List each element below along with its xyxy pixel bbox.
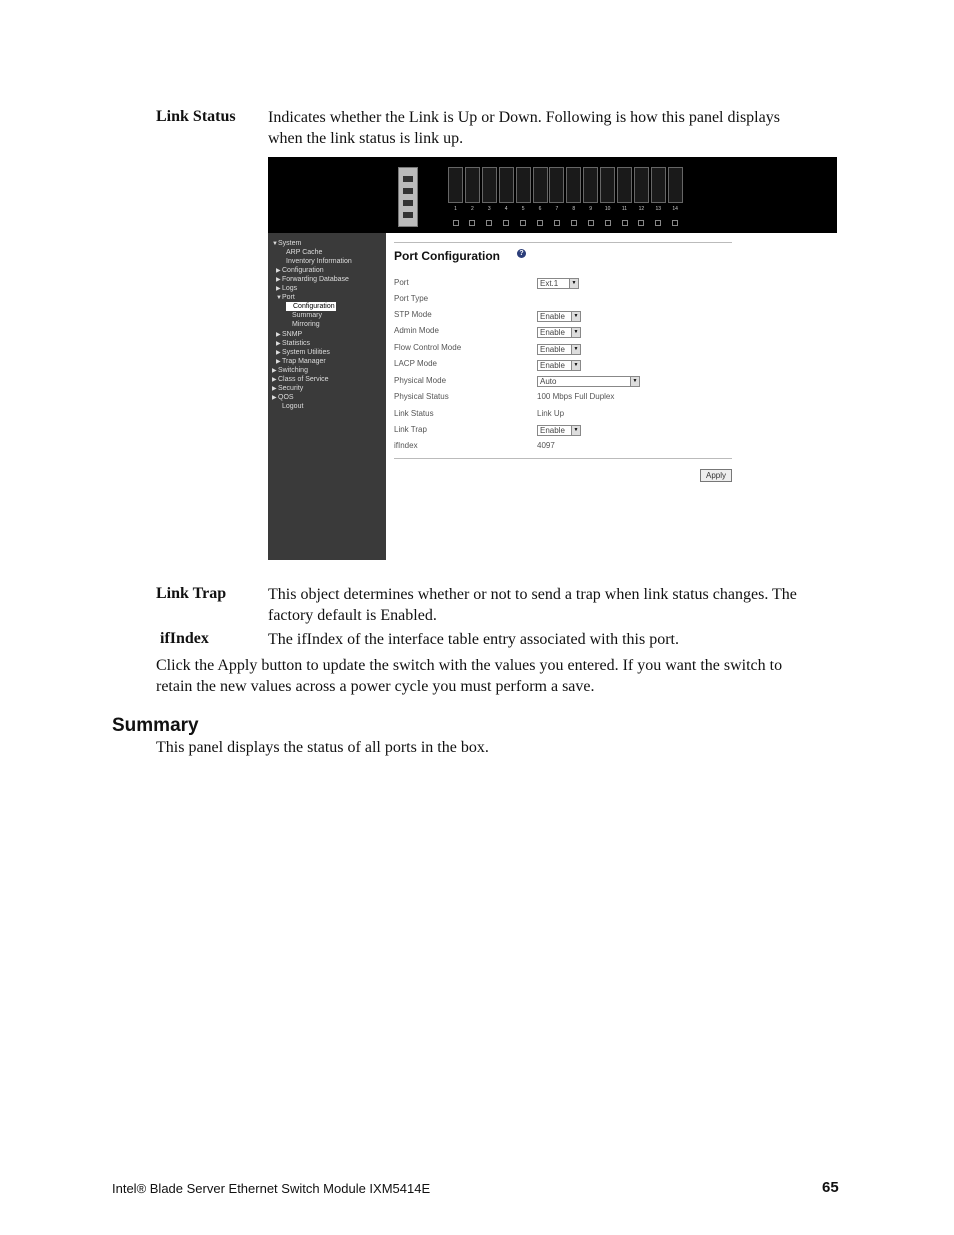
port-number: 6 <box>538 206 542 212</box>
port-select[interactable] <box>537 278 579 289</box>
port-led-icon <box>554 220 560 226</box>
nav-item-label: Summary <box>292 312 322 320</box>
caret-right-icon: ▶ <box>272 385 277 392</box>
section-heading-summary: Summary <box>112 715 199 736</box>
caret-right-icon: ▶ <box>272 367 277 374</box>
port-frame[interactable] <box>583 167 598 203</box>
nav-item-label: Configuration <box>293 303 335 311</box>
nav-item-label: Class of Service <box>278 375 329 383</box>
link-trap-value: Enable <box>540 426 565 435</box>
desc-line: This object determines whether or not to send a trap when link status changes. The <box>268 586 797 603</box>
caret-right-icon: ▶ <box>276 331 281 338</box>
nav-tree <box>268 233 386 560</box>
port-number: 14 <box>672 206 678 212</box>
nav-item[interactable] <box>280 248 322 257</box>
port-config-panel <box>386 233 837 560</box>
chevron-down-icon: ▼ <box>571 361 580 370</box>
nav-item-label: Configuration <box>282 267 324 275</box>
port-led-icon <box>537 220 543 226</box>
chevron-down-icon: ▼ <box>571 426 580 435</box>
physical-status-value: 100 Mbps Full Duplex <box>537 392 615 401</box>
port-frame[interactable] <box>668 167 683 203</box>
nav-item-label: Mirroring <box>292 321 320 329</box>
link-trap-label: Link Trap <box>394 425 427 434</box>
port-frame[interactable] <box>617 167 632 203</box>
physical-status-label: Physical Status <box>394 392 449 401</box>
caret-right-icon: ▶ <box>272 376 277 383</box>
port-frame[interactable] <box>482 167 497 203</box>
caret-right-icon: ▶ <box>276 286 281 293</box>
link-status-value: Link Up <box>537 409 565 418</box>
port-frame[interactable] <box>651 167 666 203</box>
footer-title: Intel® Blade Server Ethernet Switch Module IXM5414E <box>112 1181 431 1196</box>
paragraph-line: Click the Apply button to update the switch with the values you entered. If you want the switch to <box>156 657 783 674</box>
desc-line: factory default is Enabled. <box>268 607 437 624</box>
port-led-icon <box>672 220 678 226</box>
link-status-label: Link Status <box>394 409 434 418</box>
nav-item[interactable] <box>286 311 322 320</box>
caret-right-icon: ▶ <box>276 358 281 365</box>
desc-link-status <box>268 107 780 149</box>
term-link-status: Link Status <box>156 108 236 125</box>
caret-down-icon: ▼ <box>272 241 278 247</box>
desc-link-trap <box>268 584 797 626</box>
caret-right-icon: ▶ <box>276 277 281 284</box>
port-led-icon <box>520 220 526 226</box>
admin-mode-label: Admin Mode <box>394 326 439 335</box>
nav-item-label: Logout <box>282 402 304 410</box>
nav-item-label: Trap Manager <box>282 357 326 365</box>
term-ifindex: ifIndex <box>160 630 209 647</box>
link-trap-select[interactable] <box>537 425 581 436</box>
switch-unit-icon <box>398 167 418 227</box>
port-led-icon <box>453 220 459 226</box>
port-led-icon <box>638 220 644 226</box>
port-number: 12 <box>638 206 645 212</box>
port-led-icon <box>571 220 577 226</box>
port-number: 7 <box>555 206 559 212</box>
port-type-label: Port Type <box>394 294 429 303</box>
nav-item-label: System <box>278 240 302 247</box>
ifindex-label: ifIndex <box>394 441 418 450</box>
caret-down-icon: ▼ <box>276 295 282 302</box>
admin-mode-value: Enable <box>540 328 565 337</box>
nav-item-label: Port <box>282 294 295 302</box>
page-number: 65 <box>822 1179 839 1196</box>
flow-control-mode-value: Enable <box>540 345 565 354</box>
port-led-icon <box>655 220 661 226</box>
port-led-icon <box>605 220 611 226</box>
port-number: 13 <box>655 206 662 212</box>
port-led-icon <box>588 220 594 226</box>
port-configuration-screenshot <box>268 157 837 560</box>
nav-item-label: Statistics <box>282 339 311 347</box>
port-number: 2 <box>471 206 474 212</box>
nav-item-label: Inventory Information <box>286 258 352 266</box>
paragraph-line: retain the new values across a power cycle you must perform a save. <box>156 678 595 695</box>
chevron-down-icon: ▼ <box>571 312 580 321</box>
switch-front-panel <box>268 157 837 233</box>
port-frame[interactable] <box>549 167 564 203</box>
desc-line: when the link status is link up. <box>268 130 464 147</box>
port-number: 10 <box>604 206 611 212</box>
lacp-mode-label: LACP Mode <box>394 359 437 368</box>
port-led-icon <box>503 220 509 226</box>
chevron-down-icon: ▼ <box>571 328 580 337</box>
nav-item-label: Switching <box>278 366 308 374</box>
physical-mode-label: Physical Mode <box>394 376 447 385</box>
help-icon[interactable]: ? <box>517 249 526 258</box>
stp-mode-select[interactable] <box>537 311 581 322</box>
port-led-icon <box>469 220 475 226</box>
term-link-trap: Link Trap <box>156 585 227 602</box>
stp-mode-label: STP Mode <box>394 310 432 319</box>
nav-item[interactable] <box>286 302 336 311</box>
port-led-icon <box>622 220 628 226</box>
lacp-mode-select[interactable] <box>537 360 581 371</box>
lacp-mode-value: Enable <box>540 361 565 370</box>
nav-item-label: QOS <box>278 393 294 401</box>
port-number: 5 <box>521 206 525 212</box>
port-number: 4 <box>504 206 508 212</box>
port-select-value: Ext.1 <box>540 279 559 288</box>
nav-item-label: ARP Cache <box>286 249 323 257</box>
nav-item-label: Logs <box>282 285 298 293</box>
nav-item-label: System Utilities <box>282 348 330 356</box>
panel-title: Port Configuration <box>394 249 500 263</box>
port-frame[interactable] <box>499 167 514 203</box>
port-frame[interactable] <box>516 167 531 203</box>
summary-text: This panel displays the status of all ports in the box. <box>156 739 489 756</box>
physical-mode-select[interactable] <box>537 376 640 387</box>
port-number: 1 <box>454 206 457 212</box>
nav-item-label: Security <box>278 384 304 392</box>
port-frame[interactable] <box>566 167 581 203</box>
flow-control-mode-label: Flow Control Mode <box>394 343 462 352</box>
caret-right-icon: ▶ <box>276 349 281 356</box>
port-led-icon <box>486 220 492 226</box>
stp-mode-value: Enable <box>540 312 565 321</box>
port-frame[interactable] <box>634 167 649 203</box>
physical-mode-value: Auto <box>540 377 557 386</box>
apply-paragraph <box>156 655 782 697</box>
port-number: 11 <box>621 206 628 212</box>
desc-ifindex: The ifIndex of the interface table entry associated with this port. <box>268 631 679 648</box>
port-number: 9 <box>589 206 593 212</box>
flow-control-mode-select[interactable] <box>537 344 581 355</box>
port-frame[interactable] <box>533 167 548 203</box>
caret-right-icon: ▶ <box>272 394 277 401</box>
nav-item-label: Forwarding Database <box>282 276 349 284</box>
chevron-down-icon: ▼ <box>571 345 580 354</box>
port-label: Port <box>394 278 409 287</box>
nav-item-label: SNMP <box>282 330 303 338</box>
chevron-down-icon: ▼ <box>569 279 578 288</box>
port-number: 3 <box>487 206 491 212</box>
port-frame[interactable] <box>465 167 480 203</box>
ifindex-value: 4097 <box>537 441 555 450</box>
nav-item[interactable] <box>280 257 352 266</box>
apply-button[interactable]: Apply <box>700 469 732 482</box>
nav-item[interactable] <box>276 402 303 411</box>
port-frame[interactable] <box>448 167 463 203</box>
chevron-down-icon: ▼ <box>630 377 639 386</box>
nav-item[interactable] <box>286 320 320 329</box>
port-number: 8 <box>572 206 576 212</box>
admin-mode-select[interactable] <box>537 327 581 338</box>
caret-right-icon: ▶ <box>276 340 281 347</box>
port-frame[interactable] <box>600 167 615 203</box>
desc-line: Indicates whether the Link is Up or Down. Following is how this panel displays <box>268 109 780 126</box>
caret-right-icon: ▶ <box>276 268 281 275</box>
